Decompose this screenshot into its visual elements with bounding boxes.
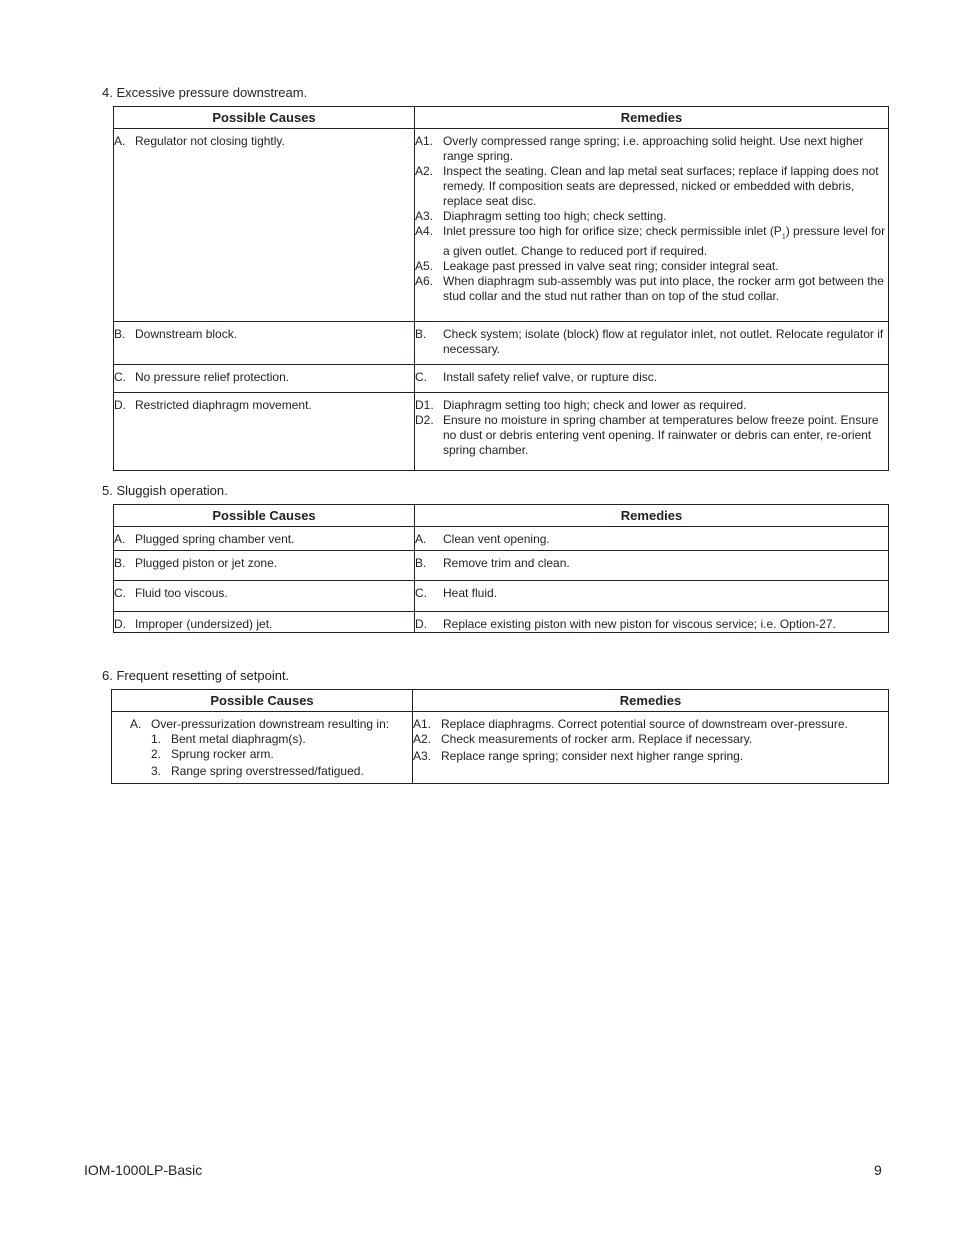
remedy-text: Ensure no moisture in spring chamber at temperatures below freeze point. Ensure no dust or debris entering vent opening. If rainwater or debris can enter, re-orient spring chamber. xyxy=(443,413,879,457)
table-row xyxy=(114,129,889,322)
cause-cell xyxy=(114,551,415,581)
remedy-item xyxy=(415,556,888,571)
cause-label: A. xyxy=(130,717,142,731)
sub-label: 1. xyxy=(151,732,162,746)
table-row xyxy=(114,581,889,612)
cause-item xyxy=(114,556,414,571)
cause-cell xyxy=(114,322,415,365)
section-title: 5. Sluggish operation. xyxy=(102,483,228,498)
remedy-text: Install safety relief valve, or rupture disc. xyxy=(443,370,658,384)
remedy-cell xyxy=(415,129,889,322)
remedy-text: Check system; isolate (block) flow at regulator inlet, not outlet. Relocate regulator if necessary. xyxy=(443,327,884,356)
cause-cell xyxy=(114,393,415,471)
troubleshooting-table xyxy=(113,106,889,471)
remedy-cell xyxy=(415,612,889,633)
cause-text: Downstream block. xyxy=(135,327,238,341)
cause-label: B. xyxy=(114,327,126,341)
remedy-cell xyxy=(415,527,889,551)
cause-item xyxy=(114,532,414,547)
remedy-text: Inspect the seating. Clean and lap metal seat surfaces; replace if lapping does not remedy. If composition seats are depressed, nicked or embedded with debris, replace seat disc. xyxy=(443,164,879,208)
remedy-item xyxy=(413,749,858,764)
cause-label: B. xyxy=(114,556,126,570)
remedy-cell xyxy=(415,322,889,365)
sub-text: Bent metal diaphragm(s). xyxy=(171,732,306,746)
cause-text: Plugged piston or jet zone. xyxy=(135,556,278,570)
column-header-remedies: Remedies xyxy=(415,505,889,527)
page-number: 9 xyxy=(874,1162,882,1178)
remedy-text: Check measurements of rocker arm. Replace if necessary. xyxy=(441,732,753,746)
troubleshooting-table xyxy=(113,504,889,633)
section-title: 6. Frequent resetting of setpoint. xyxy=(102,668,290,683)
remedy-cell xyxy=(415,393,889,471)
cause-label: C. xyxy=(114,370,126,384)
remedy-label: D. xyxy=(415,617,427,631)
cause-label: C. xyxy=(114,586,126,600)
cause-label: A. xyxy=(114,134,126,148)
sub-label: 3. xyxy=(151,764,162,778)
cause-text: Over-pressurization downstream resulting in: xyxy=(151,717,390,731)
troubleshooting-table xyxy=(111,689,889,784)
remedy-cell xyxy=(415,365,889,393)
remedy-text: Leakage past pressed in valve seat ring; consider integral seat. xyxy=(443,259,779,274)
column-header-causes: Possible Causes xyxy=(114,107,415,129)
remedy-text: Diaphragm setting too high; check setting. xyxy=(443,209,667,223)
remedy-text: Heat fluid. xyxy=(443,586,498,600)
remedy-item xyxy=(413,717,858,732)
remedy-cell xyxy=(415,581,889,612)
remedy-cell xyxy=(415,551,889,581)
remedy-label: A4. xyxy=(415,224,434,238)
remedy-label: D1. xyxy=(415,398,434,412)
cause-cell xyxy=(114,612,415,633)
sub-label: 2. xyxy=(151,747,162,761)
remedy-item xyxy=(415,259,888,274)
table-row xyxy=(112,712,889,784)
remedy-label: A1. xyxy=(413,717,432,731)
remedy-label: D2. xyxy=(415,413,434,427)
cause-item xyxy=(114,327,414,342)
column-header-causes: Possible Causes xyxy=(112,690,413,712)
table-row xyxy=(114,322,889,365)
cause-label: D. xyxy=(114,398,126,412)
table-row xyxy=(114,612,889,633)
remedy-text-part: Inlet pressure too high for orifice size; check permissible inlet (P xyxy=(443,224,782,238)
remedy-text xyxy=(443,224,888,259)
remedy-label: A3. xyxy=(413,749,432,763)
remedy-item xyxy=(415,586,888,601)
cause-cell xyxy=(112,712,413,784)
table-row xyxy=(114,365,889,393)
remedy-text: Diaphragm setting too high; check and lower as required. xyxy=(443,398,747,412)
remedy-item xyxy=(415,617,888,632)
remedy-label: A6. xyxy=(415,274,434,289)
cause-label: A. xyxy=(114,532,126,546)
cause-text: Regulator not closing tightly. xyxy=(135,134,285,148)
column-header-remedies: Remedies xyxy=(415,107,889,129)
remedy-label: A. xyxy=(415,532,427,546)
column-header-remedies: Remedies xyxy=(413,690,889,712)
remedy-text: Replace diaphragms. Correct potential source of downstream over-pressure. xyxy=(441,717,848,731)
remedy-text: Clean vent opening. xyxy=(443,532,550,546)
remedy-label: A3. xyxy=(415,209,434,223)
cause-item xyxy=(114,586,414,601)
column-header-causes: Possible Causes xyxy=(114,505,415,527)
remedy-text: Replace range spring; consider next higher range spring. xyxy=(441,749,744,763)
remedy-item xyxy=(415,532,888,547)
remedy-item xyxy=(415,224,888,259)
remedy-label: B. xyxy=(415,556,427,570)
remedy-item xyxy=(415,209,888,224)
remedy-item xyxy=(415,327,888,357)
table-header-row xyxy=(112,690,889,712)
remedy-label: A5. xyxy=(415,259,434,274)
remedy-cell xyxy=(413,712,889,784)
remedy-label: C. xyxy=(415,586,427,600)
remedy-label: A2. xyxy=(413,732,432,746)
remedy-item xyxy=(415,413,888,458)
table-row xyxy=(114,551,889,581)
remedy-item xyxy=(415,164,888,209)
remedy-item xyxy=(415,370,888,385)
cause-cell xyxy=(114,581,415,612)
remedy-item xyxy=(415,274,888,304)
remedy-text-part: ) pressure level for a given outlet. Change to reduced port if required. xyxy=(443,224,886,259)
cause-text: Fluid too viscous. xyxy=(135,586,228,600)
cause-cell xyxy=(114,365,415,393)
sub-text: Sprung rocker arm. xyxy=(171,747,274,761)
cause-cell xyxy=(114,129,415,322)
cause-sub-item xyxy=(130,764,412,779)
section-title: 4. Excessive pressure downstream. xyxy=(102,85,308,100)
sub-text: Range spring overstressed/fatigued. xyxy=(171,764,364,778)
remedy-label: B. xyxy=(415,327,427,341)
cause-sub-item xyxy=(130,732,412,747)
remedy-item xyxy=(413,732,858,747)
cause-sub-item xyxy=(130,747,412,762)
remedy-text: Overly compressed range spring; i.e. approaching solid height. Use next higher range spring. xyxy=(443,134,864,163)
remedy-label: A1. xyxy=(415,134,434,148)
cause-item xyxy=(114,370,414,385)
cause-text: No pressure relief protection. xyxy=(135,370,290,384)
remedy-label: A2. xyxy=(415,164,434,178)
cause-item xyxy=(130,717,412,732)
cause-item xyxy=(114,617,414,632)
cause-text: Improper (undersized) jet. xyxy=(135,617,273,631)
cause-text: Restricted diaphragm movement. xyxy=(135,398,312,412)
cause-label: D. xyxy=(114,617,126,631)
table-header-row xyxy=(114,107,889,129)
document-id: IOM-1000LP-Basic xyxy=(84,1162,203,1178)
table-row xyxy=(114,393,889,471)
cause-item xyxy=(114,134,414,149)
cause-item xyxy=(114,398,414,413)
remedy-item xyxy=(415,134,888,164)
cause-cell xyxy=(114,527,415,551)
remedy-item xyxy=(415,398,888,413)
pressure-subscript: 1 xyxy=(781,233,786,241)
table-row xyxy=(114,527,889,551)
remedy-label: C. xyxy=(415,370,427,384)
remedy-text: When diaphragm sub-assembly was put into place, the rocker arm got between the stud collar and the stud nut rather than on top of the stud collar. xyxy=(443,274,884,304)
cause-text: Plugged spring chamber vent. xyxy=(135,532,295,546)
remedy-text: Remove trim and clean. xyxy=(443,556,570,570)
remedy-text: Replace existing piston with new piston for viscous service; i.e. Option-27. xyxy=(443,617,836,631)
table-header-row xyxy=(114,505,889,527)
